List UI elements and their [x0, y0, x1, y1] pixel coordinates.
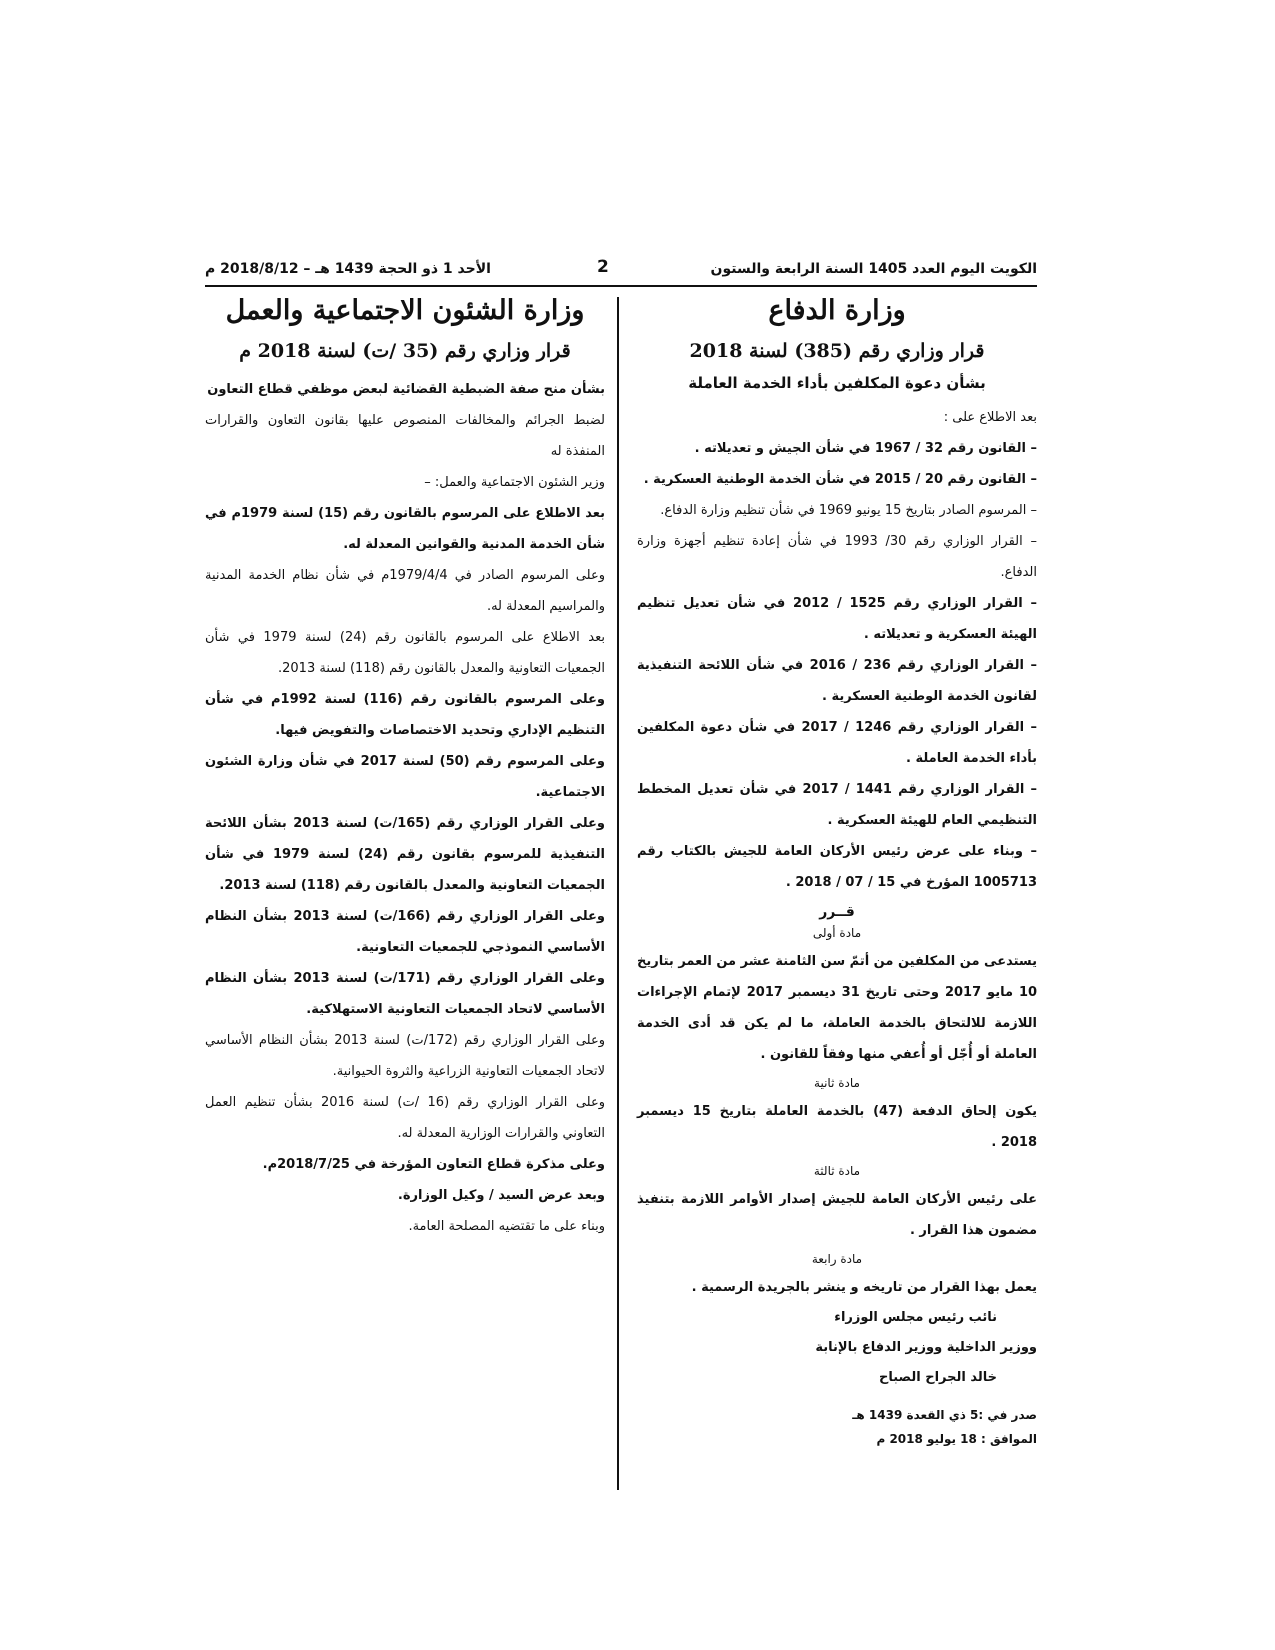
preamble-line: وبعد عرض السيد / وكيل الوزارة.	[397, 1188, 605, 1203]
issued-gregorian: الموافق : 18 يوليو 2018 م	[876, 1432, 1037, 1446]
page-header	[205, 255, 1037, 287]
article2-title: مادة ثانية	[814, 1076, 860, 1090]
social-decree-subject: بشأن منح صفة الضبطية القضائية لبعض موظفي قطاع التعاون	[207, 382, 605, 397]
preamble-line: وعلى القرار الوزاري رقم (172/ت) لسنة 2013 بشأن النظام الأساسي لاتحاد الجمعيات التعاونية الزراعية والثروة الحيوانية.	[205, 1033, 606, 1079]
gazette-page	[205, 255, 1037, 1490]
preamble-line: وبناء على ما تقتضيه المصلحة العامة.	[408, 1219, 605, 1234]
page-number: 2	[597, 257, 609, 277]
preamble-line: – القرار الوزاري رقم 236 / 2016 في شأن اللائحة التنفيذية لقانون الخدمة الوطنية العسكرية .	[637, 658, 1037, 704]
preamble-line: – القانون رقم 32 / 1967 في شأن الجيش و تعديلاته .	[694, 441, 1037, 456]
preamble-line: لضبط الجرائم والمخالفات المنصوص عليها بقانون التعاون والقرارات المنفذة له	[205, 413, 605, 459]
preamble-line: وزير الشئون الاجتماعية والعمل: –	[424, 475, 605, 490]
social-ministry-title: وزارة الشئون الاجتماعية والعمل	[225, 295, 585, 326]
social-affairs-column	[205, 295, 605, 1242]
signature-block	[637, 1303, 1037, 1393]
preamble-line: وعلى المرسوم بالقانون رقم (116) لسنة 1992م في شأن التنظيم الإداري وتحديد الاختصاصات والتفويض فيها.	[205, 692, 605, 738]
article3-text: على رئيس الأركان العامة للجيش إصدار الأوامر اللازمة بتنفيذ مضمون هذا القرار .	[637, 1192, 1037, 1238]
social-preamble	[205, 405, 605, 1242]
preamble-line: – القانون رقم 20 / 2015 في شأن الخدمة الوطنية العسكرية .	[643, 472, 1037, 487]
social-decree-title: قرار وزاري رقم (35 /ت) لسنة 2018 م	[239, 340, 571, 362]
defense-column	[637, 295, 1037, 1451]
issue-date-block	[637, 1403, 1037, 1451]
preamble-line: – وبناء على عرض رئيس الأركان العامة للجيش بالكتاب رقم 1005713 المؤرخ في 15 / 07 / 2018 .	[637, 844, 1037, 890]
signature-name: خالد الجراح الصباح	[878, 1370, 997, 1385]
preamble-line: – المرسوم الصادر بتاريخ 15 يونيو 1969 في شأن تنظيم وزارة الدفاع.	[660, 503, 1037, 518]
preamble-line: وعلى القرار الوزاري رقم (171/ت) لسنة 2013 بشأن النظام الأساسي لاتحاد الجمعيات التعاونية الاستهلاكية.	[205, 971, 605, 1017]
preamble-line: وعلى المرسوم الصادر في 1979/4/4م في شأن نظام الخدمة المدنية والمراسيم المعدلة له.	[205, 568, 605, 614]
preamble-line: وعلى القرار الوزاري رقم (16 /ت) لسنة 2016 بشأن تنظيم العمل التعاوني والقرارات الوزارية المعدلة له.	[205, 1095, 605, 1141]
article3-title: مادة ثالثة	[813, 1164, 861, 1178]
preamble-line: وعلى المرسوم رقم (50) لسنة 2017 في شأن وزارة الشئون الاجتماعية.	[205, 754, 606, 800]
preamble-line: وعلى القرار الوزاري رقم (166/ت) لسنة 2013 بشأن النظام الأساسي النموذجي للجمعيات التعاونية.	[205, 909, 605, 955]
article1-title: مادة أولى	[812, 926, 862, 940]
article4-text: يعمل بهذا القرار من تاريخه و ينشر بالجريدة الرسمية .	[691, 1280, 1037, 1295]
signature-line: نائب رئيس مجلس الوزراء	[834, 1310, 997, 1325]
preamble-line: – القرار الوزاري رقم 30/ 1993 في شأن إعادة تنظيم أجهزة وزارة الدفاع.	[637, 534, 1037, 580]
header-issue: الكويت اليوم العدد 1405 السنة الرابعة والستون	[710, 261, 1037, 277]
preamble-line: بعد الاطلاع على :	[943, 410, 1037, 425]
preamble-line: وعلى مذكرة قطاع التعاون المؤرخة في 2018/7/25م.	[262, 1157, 605, 1172]
preamble-line: – القرار الوزاري رقم 1441 / 2017 في شأن تعديل المخطط التنظيمي العام للهيئة العسكرية .	[637, 782, 1037, 828]
signature-line: ووزير الداخلية ووزير الدفاع بالإنابة	[815, 1340, 1037, 1355]
defense-ministry-title: وزارة الدفاع	[768, 295, 906, 326]
decided-heading: قــرر	[819, 904, 855, 920]
preamble-line: بعد الاطلاع على المرسوم بالقانون رقم (15) لسنة 1979م في شأن الخدمة المدنية والقوانين المعدلة له.	[205, 506, 605, 552]
issued-hijri: صدر في :5 ذي القعدة 1439 هـ	[852, 1408, 1037, 1422]
article2-text: يكون إلحاق الدفعة (47) بالخدمة العاملة بتاريخ 15 ديسمبر 2018 .	[637, 1104, 1037, 1150]
defense-decree-title: قرار وزاري رقم (385) لسنة 2018	[689, 340, 985, 362]
preamble-line: وعلى القرار الوزاري رقم (165/ت) لسنة 2013 بشأن اللائحة التنفيذية للمرسوم بقانون رقم (24) لسنة 1979 في شأن الجمعيات التعاونية والمعدل بالقانون رقم (118) لسنة 2013.	[205, 816, 606, 893]
column-divider	[617, 297, 619, 1490]
preamble-line: بعد الاطلاع على المرسوم بالقانون رقم (24) لسنة 1979 في شأن الجمعيات التعاونية والمعدل بالقانون رقم (118) لسنة 2013.	[205, 630, 605, 676]
header-date: الأحد 1 ذو الحجة 1439 هـ – 2018/8/12 م	[205, 261, 491, 277]
article1-text: يستدعى من المكلفين من أتمّ سن الثامنة عشر من العمر بتاريخ 10 مايو 2017 وحتى تاريخ 31 ديسمبر 2017 لإتمام الإجراءات اللازمة للالتحاق بالخدمة العاملة، ما لم يكن قد أدى الخدمة العاملة أو أُجّل أو أُعفي منها وفقاً للقانون .	[637, 954, 1038, 1062]
defense-preamble	[637, 402, 1037, 898]
preamble-line: – القرار الوزاري رقم 1246 / 2017 في شأن دعوة المكلفين بأداء الخدمة العاملة .	[637, 720, 1037, 766]
article4-title: مادة رابعة	[811, 1252, 863, 1266]
preamble-line: – القرار الوزاري رقم 1525 / 2012 في شأن تعديل تنظيم الهيئة العسكرية و تعديلاته .	[637, 596, 1037, 642]
defense-decree-subject: بشأن دعوة المكلفين بأداء الخدمة العاملة	[688, 374, 986, 392]
